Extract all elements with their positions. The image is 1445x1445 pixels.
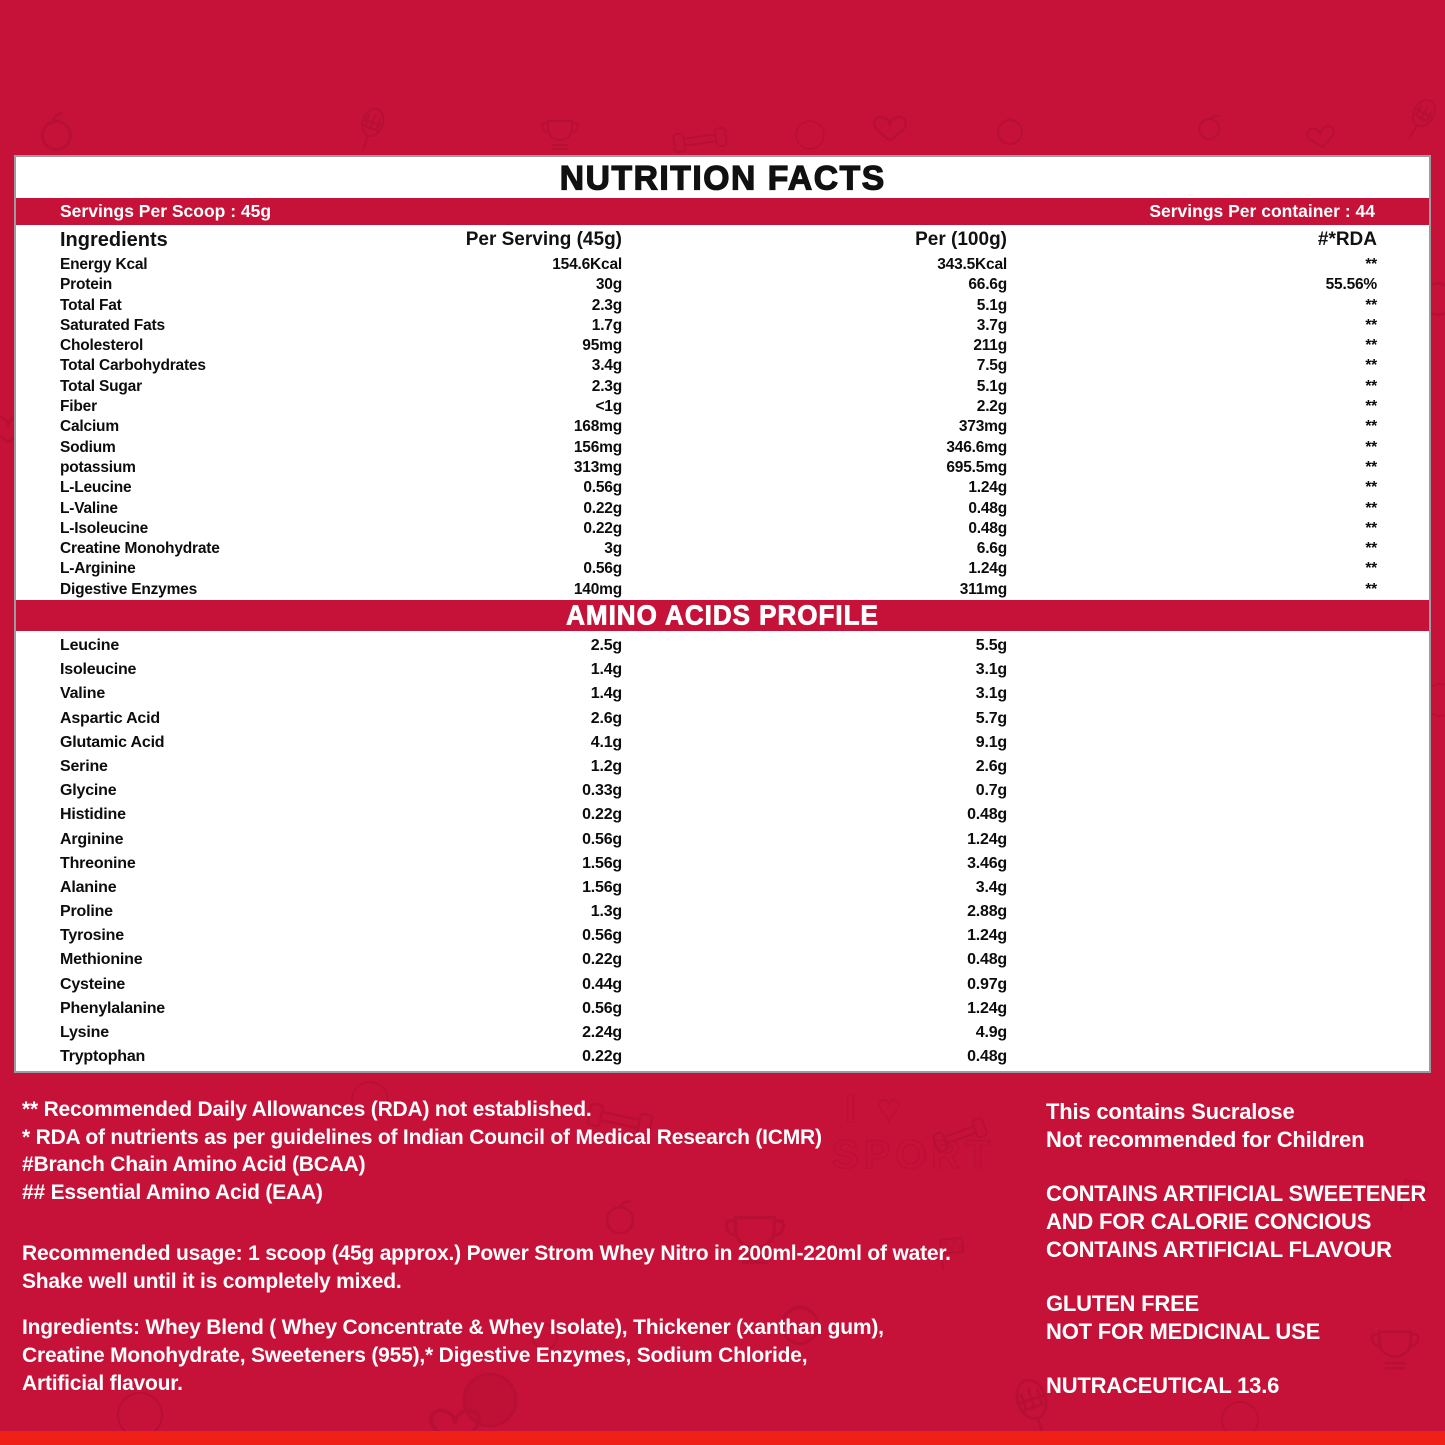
amino-acids-band [16, 600, 1429, 631]
row-rda-value: ** [1365, 499, 1377, 517]
row-label: Total Carbohydrates [60, 357, 206, 375]
row-per-serving-value: 1.4g [590, 685, 622, 703]
table-row [16, 755, 1429, 779]
row-label: Saturated Fats [60, 316, 165, 334]
table-row [16, 1045, 1429, 1069]
column-header-ingredients: Ingredients [60, 228, 168, 251]
table-row [16, 876, 1429, 900]
row-label: Protein [60, 276, 112, 294]
ingredients-text [22, 1314, 982, 1398]
info-line: CONTAINS ARTIFICIAL FLAVOUR [1046, 1237, 1392, 1262]
row-per-serving-value: 4.1g [590, 733, 622, 751]
table-row [16, 539, 1429, 559]
table-row [16, 519, 1429, 539]
row-per-100g-value: 1.24g [967, 927, 1007, 945]
footnote-line: ## Essential Amino Acid (EAA) [22, 1180, 323, 1204]
watermark-text-line1: I ♥ [845, 1087, 906, 1131]
row-rda-value: ** [1365, 458, 1377, 476]
column-header-rda: #*RDA [1317, 229, 1377, 250]
row-label: Total Sugar [60, 377, 142, 395]
amino-acids-title: AMINO ACIDS PROFILE [566, 599, 879, 631]
table-row [16, 900, 1429, 924]
row-label: Proline [60, 903, 113, 921]
row-per-serving-value: 0.44g [582, 975, 622, 993]
row-label: Fiber [60, 398, 97, 416]
row-rda-value: ** [1365, 540, 1377, 558]
row-per-serving-value: 168mg [573, 418, 622, 436]
row-label: Cysteine [60, 975, 126, 993]
info-line: Not recommended for Children [1046, 1127, 1365, 1152]
row-per-serving-value: 1.56g [582, 854, 622, 872]
table-row [16, 779, 1429, 803]
sucralose-notice [1046, 1098, 1436, 1154]
table-row [16, 377, 1429, 397]
row-per-100g-value: 2.6g [975, 757, 1007, 775]
table-row [16, 707, 1429, 731]
row-per-serving-value: 2.24g [582, 1024, 622, 1042]
row-per-serving-value: 30g [595, 276, 622, 294]
row-label: Lysine [60, 1024, 109, 1042]
row-label: L-Isoleucine [60, 519, 149, 537]
table-row [16, 275, 1429, 295]
row-per-serving-value: 1.4g [590, 661, 622, 679]
row-label: Energy Kcal [60, 256, 148, 273]
row-per-100g-value: 0.48g [967, 806, 1007, 824]
row-label: Alanine [60, 878, 117, 896]
table-row [16, 316, 1429, 336]
row-per-serving-value: 1.3g [590, 903, 622, 921]
row-per-serving-value: 95mg [582, 337, 622, 355]
row-per-serving-value: 0.22g [582, 951, 622, 969]
row-label: L-Valine [60, 499, 118, 517]
info-line: NOT FOR MEDICINAL USE [1046, 1319, 1321, 1344]
panel-title: NUTRITION FACTS [559, 157, 886, 197]
row-per-100g-value: 5.7g [975, 709, 1007, 727]
row-per-serving-value: 140mg [573, 580, 622, 598]
row-per-100g-value: 5.5g [975, 637, 1007, 655]
row-per-serving-value: 2.5g [590, 637, 622, 655]
row-per-100g-value: 343.5Kcal [937, 256, 1007, 273]
row-per-serving-value: 1.2g [590, 757, 622, 775]
right-info-column [1046, 1098, 1436, 1426]
watermark-text-line2: SPORT [832, 1133, 995, 1177]
row-label: Leucine [60, 637, 120, 655]
row-per-serving-value: 0.22g [583, 499, 622, 517]
column-header-per-100g: Per (100g) [915, 229, 1007, 250]
row-per-100g-value: 695.5mg [946, 458, 1007, 476]
row-per-100g-value: 4.9g [975, 1024, 1007, 1042]
row-per-serving-value: 156mg [573, 438, 622, 456]
info-line: CONTAINS ARTIFICIAL SWEETENER [1046, 1181, 1427, 1206]
row-per-100g-value: 0.48g [967, 1048, 1007, 1066]
row-per-100g-value: 1.24g [968, 560, 1007, 578]
row-label: Isoleucine [60, 661, 137, 679]
row-label: L-Leucine [60, 479, 132, 497]
nutrition-table [16, 255, 1429, 600]
row-per-serving-value: 0.22g [582, 806, 622, 824]
row-per-100g-value: 7.5g [976, 357, 1007, 375]
row-per-serving-value: <1g [595, 398, 622, 416]
row-per-100g-value: 3.46g [967, 854, 1007, 872]
row-per-100g-value: 3.1g [975, 661, 1007, 679]
row-label: Total Fat [60, 296, 122, 314]
artificial-sweetener-notice [1046, 1180, 1436, 1264]
row-per-serving-value: 0.56g [582, 927, 622, 945]
row-rda-value: ** [1365, 560, 1377, 578]
row-rda-value: ** [1365, 438, 1377, 456]
usage-text [22, 1240, 982, 1296]
panel-title-bar [16, 157, 1429, 198]
row-per-100g-value: 1.24g [967, 830, 1007, 848]
row-label: Valine [60, 685, 106, 703]
column-header-per-serving: Per Serving (45g) [465, 229, 622, 250]
row-label: Tryptophan [60, 1048, 146, 1066]
row-label: Serine [60, 757, 108, 775]
gluten-free-notice [1046, 1290, 1436, 1346]
row-rda-value: ** [1365, 519, 1377, 537]
table-row [16, 255, 1429, 275]
row-per-100g-value: 6.6g [976, 540, 1007, 558]
row-per-serving-value: 0.56g [583, 560, 622, 578]
bottom-accent-strip [0, 1431, 1445, 1445]
row-per-100g-value: 66.6g [968, 276, 1007, 294]
table-row [16, 478, 1429, 498]
info-line: AND FOR CALORIE CONCIOUS [1046, 1209, 1372, 1234]
row-per-serving-value: 0.56g [582, 999, 622, 1017]
row-per-100g-value: 0.97g [967, 975, 1007, 993]
row-rda-value: ** [1365, 256, 1377, 273]
row-label: L-Arginine [60, 560, 136, 578]
row-per-100g-value: 373mg [958, 418, 1007, 436]
row-per-100g-value: 1.24g [968, 479, 1007, 497]
row-per-serving-value: 2.3g [591, 296, 622, 314]
row-label: Calcium [60, 418, 119, 436]
ingredients-line: Creatine Monohydrate, Sweeteners (955),* Digestive Enzymes, Sodium Chloride, [22, 1344, 808, 1367]
table-row [16, 458, 1429, 478]
row-per-serving-value: 0.56g [582, 830, 622, 848]
footnote-line: * RDA of nutrients as per guidelines of Indian Council of Medical Research (ICMR) [22, 1125, 822, 1149]
row-rda-value: ** [1365, 580, 1377, 598]
row-label: Creatine Monohydrate [60, 540, 220, 558]
row-per-100g-value: 3.1g [975, 685, 1007, 703]
row-rda-value: ** [1365, 377, 1377, 395]
table-row [16, 559, 1429, 579]
row-per-100g-value: 0.7g [975, 782, 1007, 800]
row-per-100g-value: 2.88g [967, 903, 1007, 921]
row-per-100g-value: 5.1g [976, 377, 1007, 395]
servings-per-scoop: Servings Per Scoop : 45g [60, 201, 272, 221]
info-line: This contains Sucralose [1046, 1099, 1295, 1124]
row-label: Digestive Enzymes [60, 580, 198, 598]
row-per-serving-value: 313mg [573, 458, 622, 476]
table-row [16, 682, 1429, 706]
row-per-100g-value: 2.2g [976, 398, 1007, 416]
ingredients-line: Artificial flavour. [22, 1372, 183, 1395]
row-per-100g-value: 311mg [959, 580, 1007, 598]
amino-acids-table [16, 631, 1429, 1069]
nutrition-panel [14, 155, 1431, 1073]
row-rda-value: ** [1365, 398, 1377, 416]
row-per-100g-value: 1.24g [967, 999, 1007, 1017]
row-per-serving-value: 0.56g [583, 479, 622, 497]
row-per-100g-value: 3.7g [976, 316, 1007, 334]
row-per-100g-value: 346.6mg [946, 438, 1007, 456]
footnote-line: ** Recommended Daily Allowances (RDA) not established. [22, 1098, 592, 1121]
table-row [16, 658, 1429, 682]
servings-band [16, 198, 1429, 225]
row-per-100g-value: 0.48g [967, 951, 1007, 969]
row-rda-value: ** [1365, 296, 1377, 314]
row-label: Glutamic Acid [60, 733, 165, 751]
table-row [16, 356, 1429, 376]
table-row [16, 580, 1429, 600]
table-row [16, 438, 1429, 458]
table-row [16, 336, 1429, 356]
row-per-100g-value: 3.4g [975, 878, 1007, 896]
row-per-serving-value: 1.7g [591, 316, 622, 334]
row-label: Sodium [60, 438, 116, 456]
table-row [16, 924, 1429, 948]
row-label: Aspartic Acid [60, 709, 160, 727]
row-per-100g-value: 0.48g [968, 499, 1007, 517]
table-row [16, 397, 1429, 417]
row-per-serving-value: 3.4g [591, 357, 622, 375]
row-per-serving-value: 2.6g [590, 709, 622, 727]
servings-per-container: Servings Per container : 44 [1149, 201, 1375, 221]
usage-line: Recommended usage: 1 scoop (45g approx.) Power Strom Whey Nitro in 200ml-220ml of water. [22, 1242, 951, 1265]
row-label: Tyrosine [60, 927, 124, 945]
table-row [16, 296, 1429, 316]
row-rda-value: ** [1365, 418, 1377, 436]
table-row [16, 803, 1429, 827]
table-row [16, 634, 1429, 658]
row-rda-value: ** [1365, 337, 1377, 355]
table-row [16, 852, 1429, 876]
table-row [16, 731, 1429, 755]
row-label: Arginine [60, 830, 124, 848]
row-label: Threonine [60, 854, 136, 872]
ingredients-line: Ingredients: Whey Blend ( Whey Concentrate & Whey Isolate), Thickener (xanthan gum), [22, 1316, 884, 1339]
row-rda-value: ** [1365, 357, 1377, 375]
row-label: Glycine [60, 782, 117, 800]
row-per-100g-value: 5.1g [976, 296, 1007, 314]
row-label: Histidine [60, 806, 126, 824]
row-per-100g-value: 9.1g [975, 733, 1007, 751]
row-label: Methionine [60, 951, 143, 969]
row-per-100g-value: 211g [973, 337, 1007, 355]
row-per-100g-value: 0.48g [968, 519, 1007, 537]
row-per-serving-value: 0.22g [582, 1048, 622, 1066]
row-rda-value: 55.56% [1325, 276, 1377, 294]
table-row [16, 1021, 1429, 1045]
row-per-serving-value: 3g [604, 540, 622, 558]
info-line: GLUTEN FREE [1046, 1291, 1200, 1316]
row-per-serving-value: 0.22g [583, 519, 622, 537]
table-row [16, 948, 1429, 972]
row-label: Cholesterol [60, 337, 144, 355]
table-row [16, 499, 1429, 519]
nutraceutical-notice [1046, 1372, 1436, 1400]
row-rda-value: ** [1365, 316, 1377, 334]
row-per-serving-value: 1.56g [582, 878, 622, 896]
table-row [16, 828, 1429, 852]
table-row [16, 997, 1429, 1021]
footnote-line: #Branch Chain Amino Acid (BCAA) [22, 1153, 366, 1176]
usage-line: Shake well until it is completely mixed. [22, 1270, 402, 1293]
info-line: NUTRACEUTICAL 13.6 [1046, 1373, 1280, 1398]
column-header-row [16, 225, 1429, 255]
footnotes [22, 1096, 1012, 1206]
row-rda-value: ** [1365, 479, 1377, 497]
row-per-serving-value: 154.6Kcal [552, 256, 622, 273]
table-row [16, 973, 1429, 997]
row-per-serving-value: 0.33g [582, 782, 622, 800]
row-label: Phenylalanine [60, 999, 165, 1017]
row-per-serving-value: 2.3g [591, 377, 622, 395]
table-row [16, 417, 1429, 437]
row-label: potassium [60, 458, 136, 476]
